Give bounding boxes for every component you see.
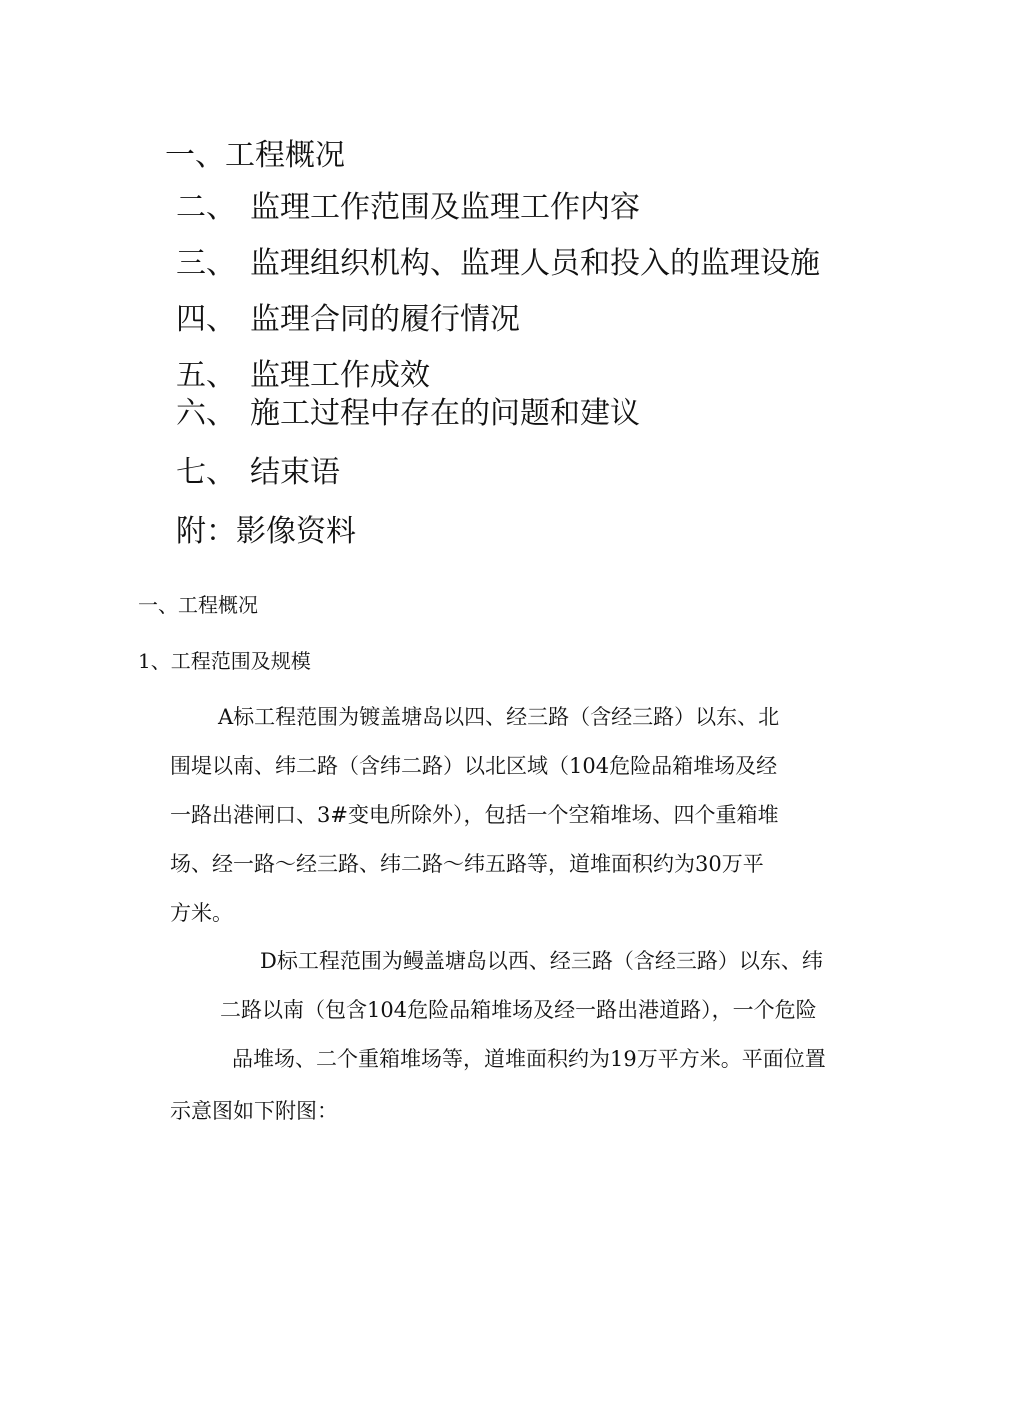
- paragraph-a-line-2: 围堤以南、纬二路（含纬二路）以北区域（104危险品箱堆场及经: [170, 754, 778, 778]
- toc-item-number: 六、: [176, 396, 236, 431]
- toc-item-6: [176, 396, 640, 432]
- toc-item-4: [176, 302, 520, 338]
- toc-item-5: [176, 358, 430, 394]
- toc-item-text: 工程概况: [225, 138, 345, 173]
- paragraph-a-line-4: 场、经一路～经三路、纬二路～纬五路等，道堆面积约为30万平: [170, 852, 764, 876]
- toc-item-number: 附：: [176, 514, 236, 549]
- toc-item-number: 三、: [176, 246, 236, 281]
- toc-item-text: 影像资料: [236, 514, 356, 549]
- paragraph-d-line-4: 示意图如下附图：: [170, 1099, 338, 1123]
- paragraph-a-line-5: 方米。: [170, 901, 233, 925]
- toc-item-number: 二、: [176, 190, 236, 225]
- toc-item-number: 五、: [176, 358, 236, 393]
- section-heading: 一、工程概况: [138, 593, 258, 617]
- toc-item-7: [176, 455, 340, 491]
- toc-item-3: [176, 246, 820, 282]
- paragraph-d-line-3: 品堆场、二个重箱堆场等，道堆面积约为19万平方米。平面位置: [232, 1047, 826, 1071]
- toc-item-text: 监理工作成效: [250, 358, 430, 393]
- toc-item-1: [165, 138, 345, 174]
- paragraph-a-line-1: A标工程范围为镀盖塘岛以四、经三路（含经三路）以东、北: [218, 705, 780, 729]
- toc-item-number: 七、: [176, 455, 236, 490]
- section-subheading: 1、工程范围及规模: [138, 649, 311, 673]
- toc-item-8: [176, 514, 356, 550]
- toc-item-2: [176, 190, 640, 226]
- paragraph-d-line-2: 二路以南（包含104危险品箱堆场及经一路出港道路），一个危险: [220, 998, 817, 1022]
- toc-item-text: 监理合同的履行情况: [250, 302, 520, 337]
- toc-item-text: 结束语: [250, 455, 340, 490]
- toc-item-number: 四、: [176, 302, 236, 337]
- toc-item-number: 一、: [165, 138, 225, 173]
- paragraph-a-line-3: 一路出港闸口、3#变电所除外），包括一个空箱堆场、四个重箱堆: [170, 803, 779, 827]
- paragraph-d-line-1: D标工程范围为鳗盖塘岛以西、经三路（含经三路）以东、纬: [260, 949, 823, 973]
- toc-item-text: 施工过程中存在的问题和建议: [250, 396, 640, 431]
- toc-item-text: 监理组织机构、监理人员和投入的监理设施: [250, 246, 820, 281]
- toc-item-text: 监理工作范围及监理工作内容: [250, 190, 640, 225]
